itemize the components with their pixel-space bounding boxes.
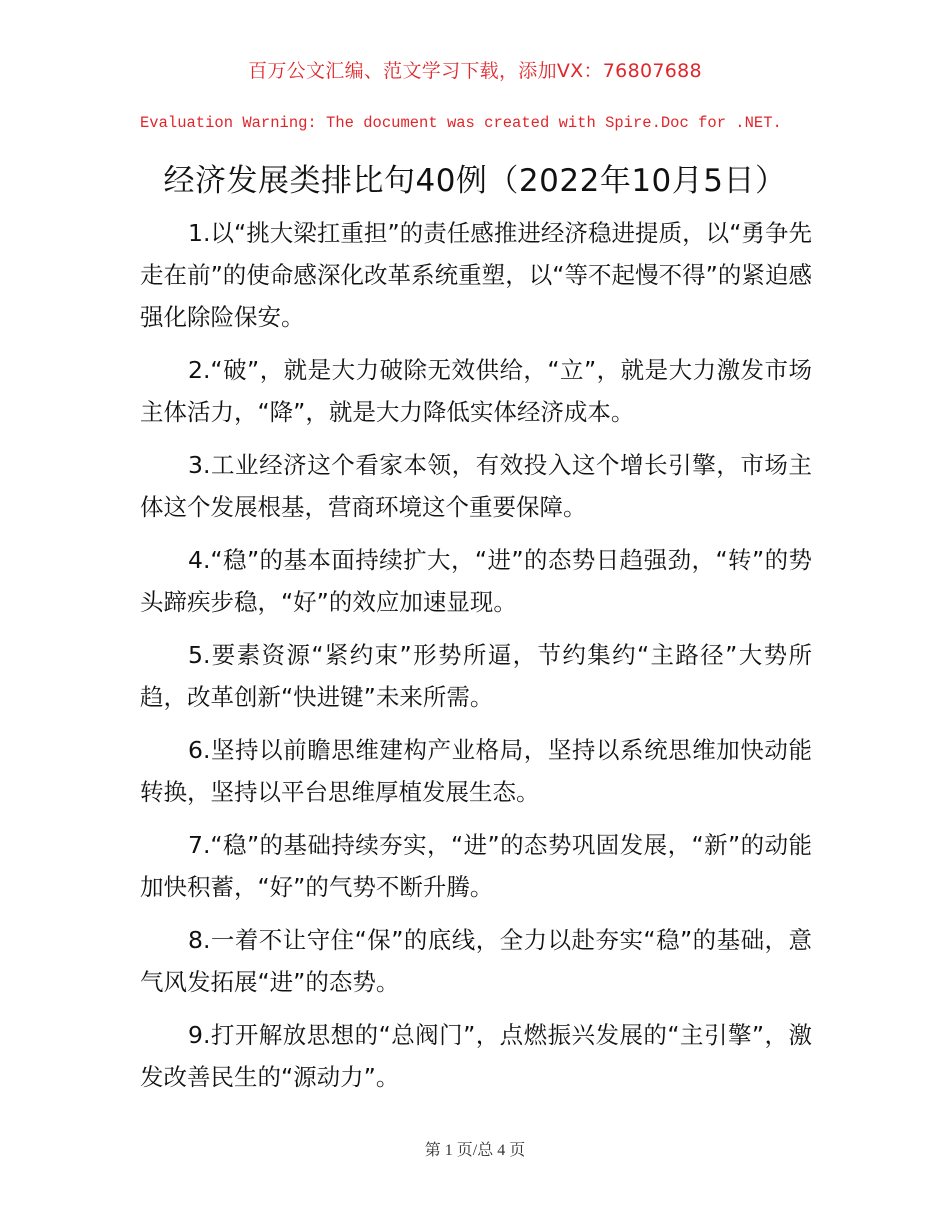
paragraph-1: 1.以“挑大梁扛重担”的责任感推进经济稳进提质，以“勇争先走在前”的使命感深化改革系统重塑，以“等不起慢不得”的紧迫感强化除险保安。 <box>140 219 812 331</box>
evaluation-warning: Evaluation Warning: The document was created with Spire.Doc for .NET. <box>140 114 782 132</box>
promo-banner: 百万公文汇编、范文学习下载，添加VX：76807688 <box>248 60 702 82</box>
paragraph-8: 8.一着不让守住“保”的底线，全力以赴夯实“稳”的基础，意气风发拓展“进”的态势。 <box>140 926 812 996</box>
paragraph-9: 9.打开解放思想的“总阀门”，点燃振兴发展的“主引擎”，激发改善民生的“源动力”。 <box>140 1021 812 1091</box>
paragraph-3: 3.工业经济这个看家本领，有效投入这个增长引擎，市场主体这个发展根基，营商环境这个重要保障。 <box>140 451 812 521</box>
document-body <box>140 212 812 1109</box>
paragraph-6: 6.坚持以前瞻思维建构产业格局，坚持以系统思维加快动能转换，坚持以平台思维厚植发展生态。 <box>140 736 812 806</box>
paragraph-7: 7.“稳”的基础持续夯实，“进”的态势巩固发展，“新”的动能加快积蓄，“好”的气势不断升腾。 <box>140 831 812 901</box>
page-indicator: 第 1 页/总 4 页 <box>424 1142 526 1159</box>
document-title: 经济发展类排比句40例（2022年10月5日） <box>163 163 787 199</box>
paragraph-2: 2.“破”，就是大力破除无效供给，“立”，就是大力激发市场主体活力，“降”，就是大力降低实体经济成本。 <box>140 356 812 426</box>
paragraph-4: 4.“稳”的基本面持续扩大，“进”的态势日趋强劲，“转”的势头蹄疾步稳，“好”的效应加速显现。 <box>140 546 812 616</box>
paragraph-5: 5.要素资源“紧约束”形势所逼，节约集约“主路径”大势所趋，改革创新“快进键”未来所需。 <box>140 641 812 711</box>
